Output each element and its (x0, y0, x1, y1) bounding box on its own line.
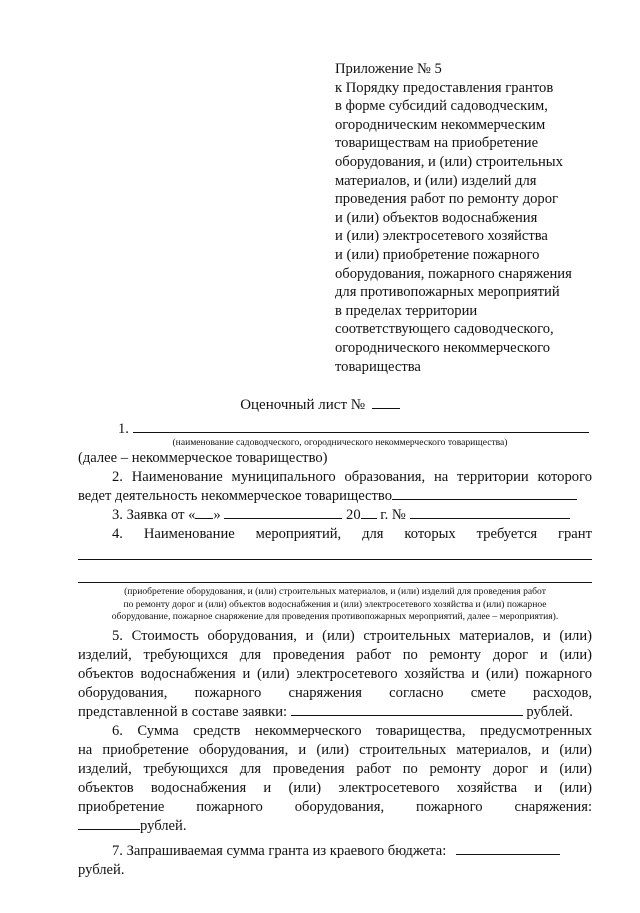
item-6-line-1: 6. Сумма средств некоммерческого товарищества, предусмотренных (112, 722, 592, 739)
item-1-caption: (наименование садоводческого, огороднического некоммерческого товарищества) (172, 437, 508, 448)
item-4-caption-3: оборудование, пожарное снаряжение для проведения противопожарных мероприятий, далее – мероприятия). (111, 611, 559, 623)
item-6-unit: рублей. (140, 817, 187, 834)
item-3-text-d: г. № (380, 507, 406, 524)
item-1-continuation: (далее – некоммерческое товарищество) (78, 450, 328, 467)
appendix-line: в форме субсидий садоводческим, (335, 98, 548, 115)
item-4-caption-2: по ремонту дорог и (или) объектов водоснабжения и (или) электросетевого хозяйства и (или) пожарное (123, 598, 547, 610)
item-2-line-2 (78, 487, 592, 506)
item-4-word: 4. (112, 526, 123, 543)
appendix-line: проведения работ по ремонту дорог (335, 191, 559, 208)
item-5-unit: рублей. (526, 703, 573, 720)
title-number-field[interactable] (372, 396, 400, 409)
item-4-word: грант (558, 526, 592, 543)
appendix-line: Приложение № 5 (335, 61, 442, 77)
appendix-header (335, 60, 625, 376)
item-4-word: требуется (476, 526, 538, 543)
item-4-row (78, 525, 592, 544)
item-6-line-2: на приобретение оборудования, и (или) строительных материалов, и (или) (78, 741, 592, 758)
item-7-line-2: рублей. (78, 861, 125, 878)
item-7-text: 7. Запрашиваемая сумма гранта из краевого бюджета: (112, 842, 447, 859)
appendix-line: огороднического некоммерческого (335, 339, 551, 356)
item-6-line-3: изделий, требующихся для проведения работ по ремонту дорог и (или) (78, 760, 592, 777)
item-4-field-line-1[interactable] (78, 547, 592, 560)
appendix-line: и (или) приобретение пожарного (335, 246, 540, 263)
item-5-line-3: объектов водоснабжения и (или) электросетевого хозяйства и (или) пожарного (78, 665, 592, 682)
item-5-line-5 (78, 703, 592, 722)
item-1-number: 1. (118, 421, 129, 437)
appendix-line: материалов, и (или) изделий для (335, 172, 537, 189)
item-3-month-field[interactable] (224, 506, 342, 519)
item-3-row (78, 506, 592, 525)
item-3-number-field[interactable] (410, 506, 570, 519)
item-5-text: представленной в составе заявки: (78, 703, 288, 720)
item-6-line-5: приобретение пожарного оборудования, пожарного снаряжения: (78, 798, 592, 815)
item-1-field[interactable] (133, 420, 589, 433)
item-6-line-6 (78, 817, 592, 836)
appendix-line: соответствующего садоводческого, (335, 321, 554, 338)
item-6-line-4: объектов водоснабжения и (или) электросетевого хозяйства и (или) (78, 779, 592, 796)
item-3-day-field[interactable] (195, 506, 213, 519)
item-3-text-a: 3. Заявка от « (112, 507, 196, 524)
item-3-text-b: » (213, 507, 221, 524)
item-4-word: мероприятий, (255, 526, 342, 543)
item-5-amount-field[interactable] (291, 703, 523, 716)
appendix-line: товарищества (335, 358, 421, 375)
appendix-line: в пределах территории (335, 302, 478, 319)
item-7-line-1 (78, 842, 592, 861)
appendix-line: для противопожарных мероприятий (335, 284, 560, 301)
item-2-line-1: 2. Наименование муниципального образования, на территории которого (112, 469, 592, 486)
item-4-field-line-2[interactable] (78, 570, 592, 583)
item-4-word: Наименование (143, 526, 235, 543)
item-5-line-4: оборудования, пожарного снаряжения согласно смете расходов, (78, 684, 592, 701)
item-7-amount-field[interactable] (456, 842, 560, 855)
appendix-line: к Порядку предоставления грантов (335, 79, 554, 96)
appendix-line: оборудования, и (или) строительных (335, 153, 563, 170)
item-4-caption-1: (приобретение оборудования, и (или) строительных материалов, и (или) изделий для проведения работ (124, 586, 546, 598)
item-2-field[interactable] (392, 487, 577, 500)
item-2-text: ведет деятельность некоммерческое товарищество (78, 488, 392, 505)
title-text: Оценочный лист № (240, 397, 366, 413)
appendix-line: товариществам на приобретение (335, 135, 539, 152)
item-6-amount-field[interactable] (78, 817, 140, 830)
form-body (78, 420, 592, 880)
item-3-year-field[interactable] (361, 506, 377, 519)
appendix-line: и (или) электросетевого хозяйства (335, 228, 548, 245)
item-3-text-c: 20 (346, 507, 361, 524)
item-5-line-1: 5. Стоимость оборудования, и (или) строительных материалов, и (или) (112, 627, 592, 644)
item-4-word: для (362, 526, 384, 543)
document-title (0, 396, 640, 414)
appendix-line: и (или) объектов водоснабжения (335, 209, 538, 226)
appendix-line: оборудования, пожарного снаряжения (335, 265, 572, 282)
appendix-line: огородническим некоммерческим (335, 116, 546, 133)
item-4-word: которых (404, 526, 456, 543)
item-5-line-2: изделий, требующихся для проведения работ по ремонту дорог и (или) (78, 646, 592, 663)
